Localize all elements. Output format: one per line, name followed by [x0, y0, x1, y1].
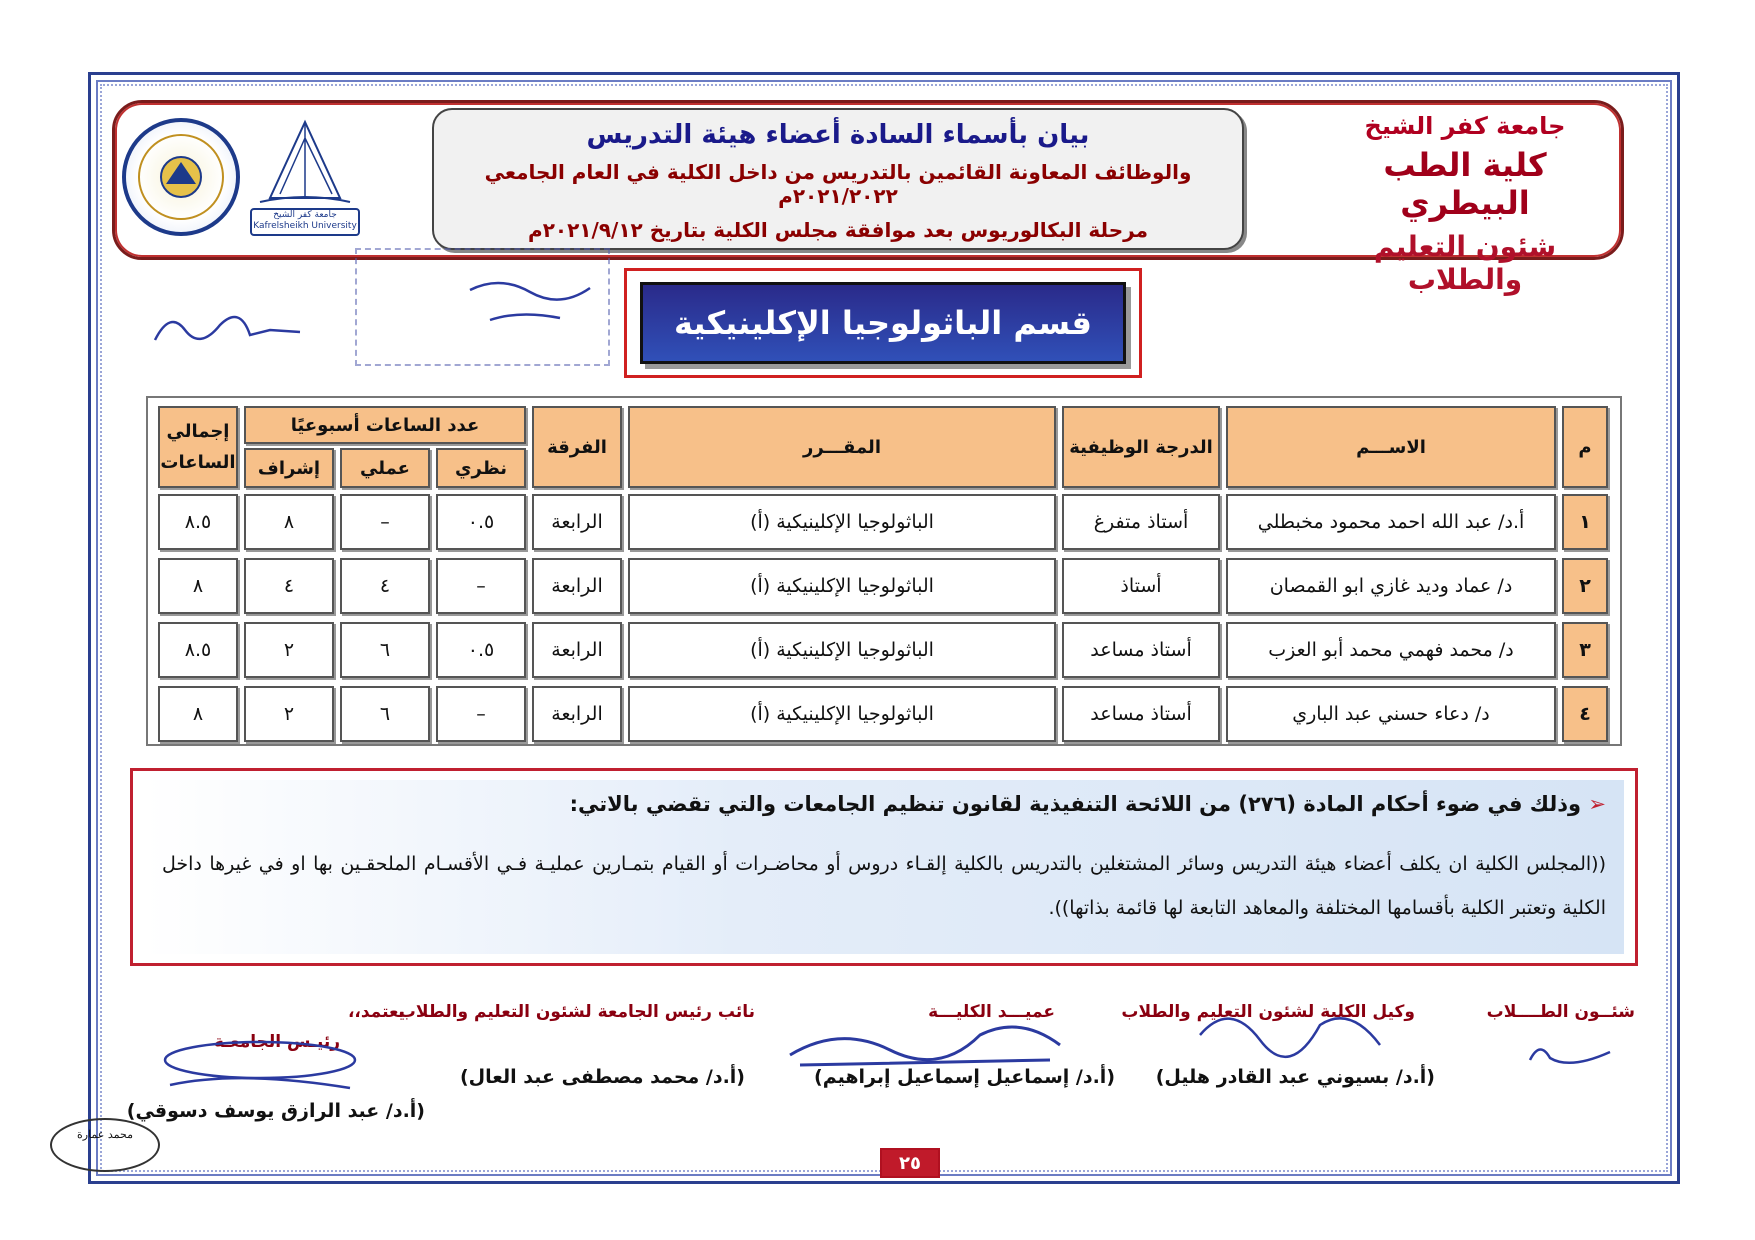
- university-logo-text: جامعة كفر الشيخ Kafrelsheikh University: [250, 208, 360, 236]
- title-line-3: مرحلة البكالوريوس بعد موافقة مجلس الكلية بتاريخ ٢٠٢١/٩/١٢م: [528, 218, 1148, 242]
- legal-note-body: ((المجلس الكلية ان يكلف أعضاء هيئة التدريس وسائر المشتغلين بالتدريس بالكلية إلقـاء دروس أو محاضـرات أو القيام بتمـارين عمليـة فـي الأقسـام الملحقـين بها او في غيرها داخل الكلية وتعتبر الكلية بأقسامها المختلفة والمعاهد التابعة لها قائمة بذاتها)).: [162, 853, 1606, 919]
- row-3-practical: ٦: [340, 622, 430, 678]
- row-4-course: الباثولوجيا الإكلينيكية (أ): [628, 686, 1056, 742]
- university-logo: [250, 118, 360, 236]
- dean-signature: [780, 1005, 1070, 1075]
- row-2-theory: –: [436, 558, 526, 614]
- scribble-signature-left: [150, 300, 310, 360]
- university-block: [1315, 112, 1615, 296]
- staff-table: [146, 396, 1622, 746]
- header-theory: نظري: [436, 448, 526, 488]
- row-4-supervision: ٢: [244, 686, 334, 742]
- vice-dean-signature: [1190, 995, 1390, 1075]
- vice-president-title: نائب رئيس الجامعة لشئون التعليم والطلاب: [398, 1002, 755, 1022]
- row-4-total: ٨: [158, 686, 238, 742]
- row-2-name: د/ عماد وديد غازي ابو القمصان: [1226, 558, 1556, 614]
- document-title-box: [432, 108, 1244, 250]
- header-rank: الدرجة الوظيفية: [1062, 406, 1220, 488]
- vice-dean-title: وكيل الكلية لشئون التعليم والطلاب: [1121, 1002, 1415, 1022]
- row-3-rank: أستاذ مساعد: [1062, 622, 1220, 678]
- header-m: م: [1562, 406, 1608, 488]
- dean-title: عميـــد الكليـــة: [928, 1002, 1055, 1022]
- president-name: (أ.د/ عبد الرازق يوسف دسوقي): [126, 1100, 425, 1122]
- header-name: الاســـم: [1226, 406, 1556, 488]
- row-1-rank: أستاذ متفرغ: [1062, 494, 1220, 550]
- row-2-level: الرابعة: [532, 558, 622, 614]
- row-3-name: د/ محمد فهمي محمد أبو العزب: [1226, 622, 1556, 678]
- students-affairs-signature: [1520, 1030, 1620, 1080]
- sail-logo-icon: [250, 118, 360, 208]
- title-line-1: بيان بأسماء السادة أعضاء هيئة التدريس: [586, 120, 1090, 150]
- logo-emblem-icon: [126, 122, 236, 232]
- row-4-level: الرابعة: [532, 686, 622, 742]
- president-title: رئيـس الجامعـة: [214, 1032, 340, 1052]
- row-3-supervision: ٢: [244, 622, 334, 678]
- faculty-name: كلية الطب البيطري: [1383, 146, 1547, 222]
- small-seal: [50, 1118, 160, 1172]
- students-affairs-title: شئــون الطــــلاب: [1486, 1002, 1635, 1022]
- legal-note-heading: وذلك في ضوء أحكام المادة (٢٧٦) من اللائحة التنفيذية لقانون تنظيم الجامعات والتي تقضي بالاتي:: [569, 792, 1582, 816]
- header-supervision: إشراف: [244, 448, 334, 488]
- page-number: ٢٥: [880, 1148, 940, 1178]
- vice-dean-name: (أ.د/ بسيوني عبد القادر هليل): [1155, 1066, 1435, 1088]
- row-2-total: ٨: [158, 558, 238, 614]
- bullet-arrow-icon: ➢: [1588, 792, 1606, 816]
- scribble-signature-stamp: [460, 270, 600, 340]
- row-2-practical: ٤: [340, 558, 430, 614]
- header-total: [158, 406, 238, 488]
- row-4-m: ٤: [1562, 686, 1608, 742]
- small-seal-text: محمد عمارة: [77, 1128, 133, 1141]
- office-name: شئون التعليم والطلاب: [1373, 230, 1557, 296]
- row-1-level: الرابعة: [532, 494, 622, 550]
- quality-accreditation-logo: [122, 118, 240, 236]
- header-total-line2: الساعات: [160, 452, 236, 473]
- title-line-2: والوظائف المعاونة القائمين بالتدريس من داخل الكلية في العام الجامعي ٢٠٢١/٢٠٢٢م: [484, 160, 1192, 208]
- row-1-total: ٨.٥: [158, 494, 238, 550]
- row-3-m: ٣: [1562, 622, 1608, 678]
- row-1-theory: ٠.٥: [436, 494, 526, 550]
- row-2-rank: أستاذ: [1062, 558, 1220, 614]
- row-4-practical: ٦: [340, 686, 430, 742]
- row-3-total: ٨.٥: [158, 622, 238, 678]
- row-4-name: د/ دعاء حسني عبد الباري: [1226, 686, 1556, 742]
- row-1-supervision: ٨: [244, 494, 334, 550]
- row-1-course: الباثولوجيا الإكلينيكية (أ): [628, 494, 1056, 550]
- row-1-m: ١: [1562, 494, 1608, 550]
- department-title: قسم الباثولوجيا الإكلينيكية: [640, 282, 1126, 364]
- row-3-course: الباثولوجيا الإكلينيكية (أ): [628, 622, 1056, 678]
- header-weekly-hours: عدد الساعات أسبوعيًا: [244, 406, 526, 444]
- header-total-line1: إجمالي: [166, 421, 230, 442]
- header-practical: عملي: [340, 448, 430, 488]
- row-3-theory: ٠.٥: [436, 622, 526, 678]
- row-3-level: الرابعة: [532, 622, 622, 678]
- vice-president-name: (أ.د/ محمد مصطفى عبد العال): [459, 1066, 745, 1088]
- row-1-name: أ.د/ عبد الله احمد محمود مخبطلي: [1226, 494, 1556, 550]
- legal-note: [144, 780, 1624, 954]
- approval-label: يعتمد،،: [347, 1002, 405, 1022]
- header-course: المقـــرر: [628, 406, 1056, 488]
- row-2-supervision: ٤: [244, 558, 334, 614]
- dean-name: (أ.د/ إسماعيل إسماعيل إبراهيم): [814, 1066, 1115, 1088]
- row-1-practical: –: [340, 494, 430, 550]
- row-4-theory: –: [436, 686, 526, 742]
- university-name: جامعة كفر الشيخ: [1364, 112, 1566, 140]
- legal-note-heading-line: [162, 792, 1606, 816]
- row-4-rank: أستاذ مساعد: [1062, 686, 1220, 742]
- row-2-course: الباثولوجيا الإكلينيكية (أ): [628, 558, 1056, 614]
- row-2-m: ٢: [1562, 558, 1608, 614]
- president-signature: [150, 1030, 370, 1100]
- header-level: الفرقة: [532, 406, 622, 488]
